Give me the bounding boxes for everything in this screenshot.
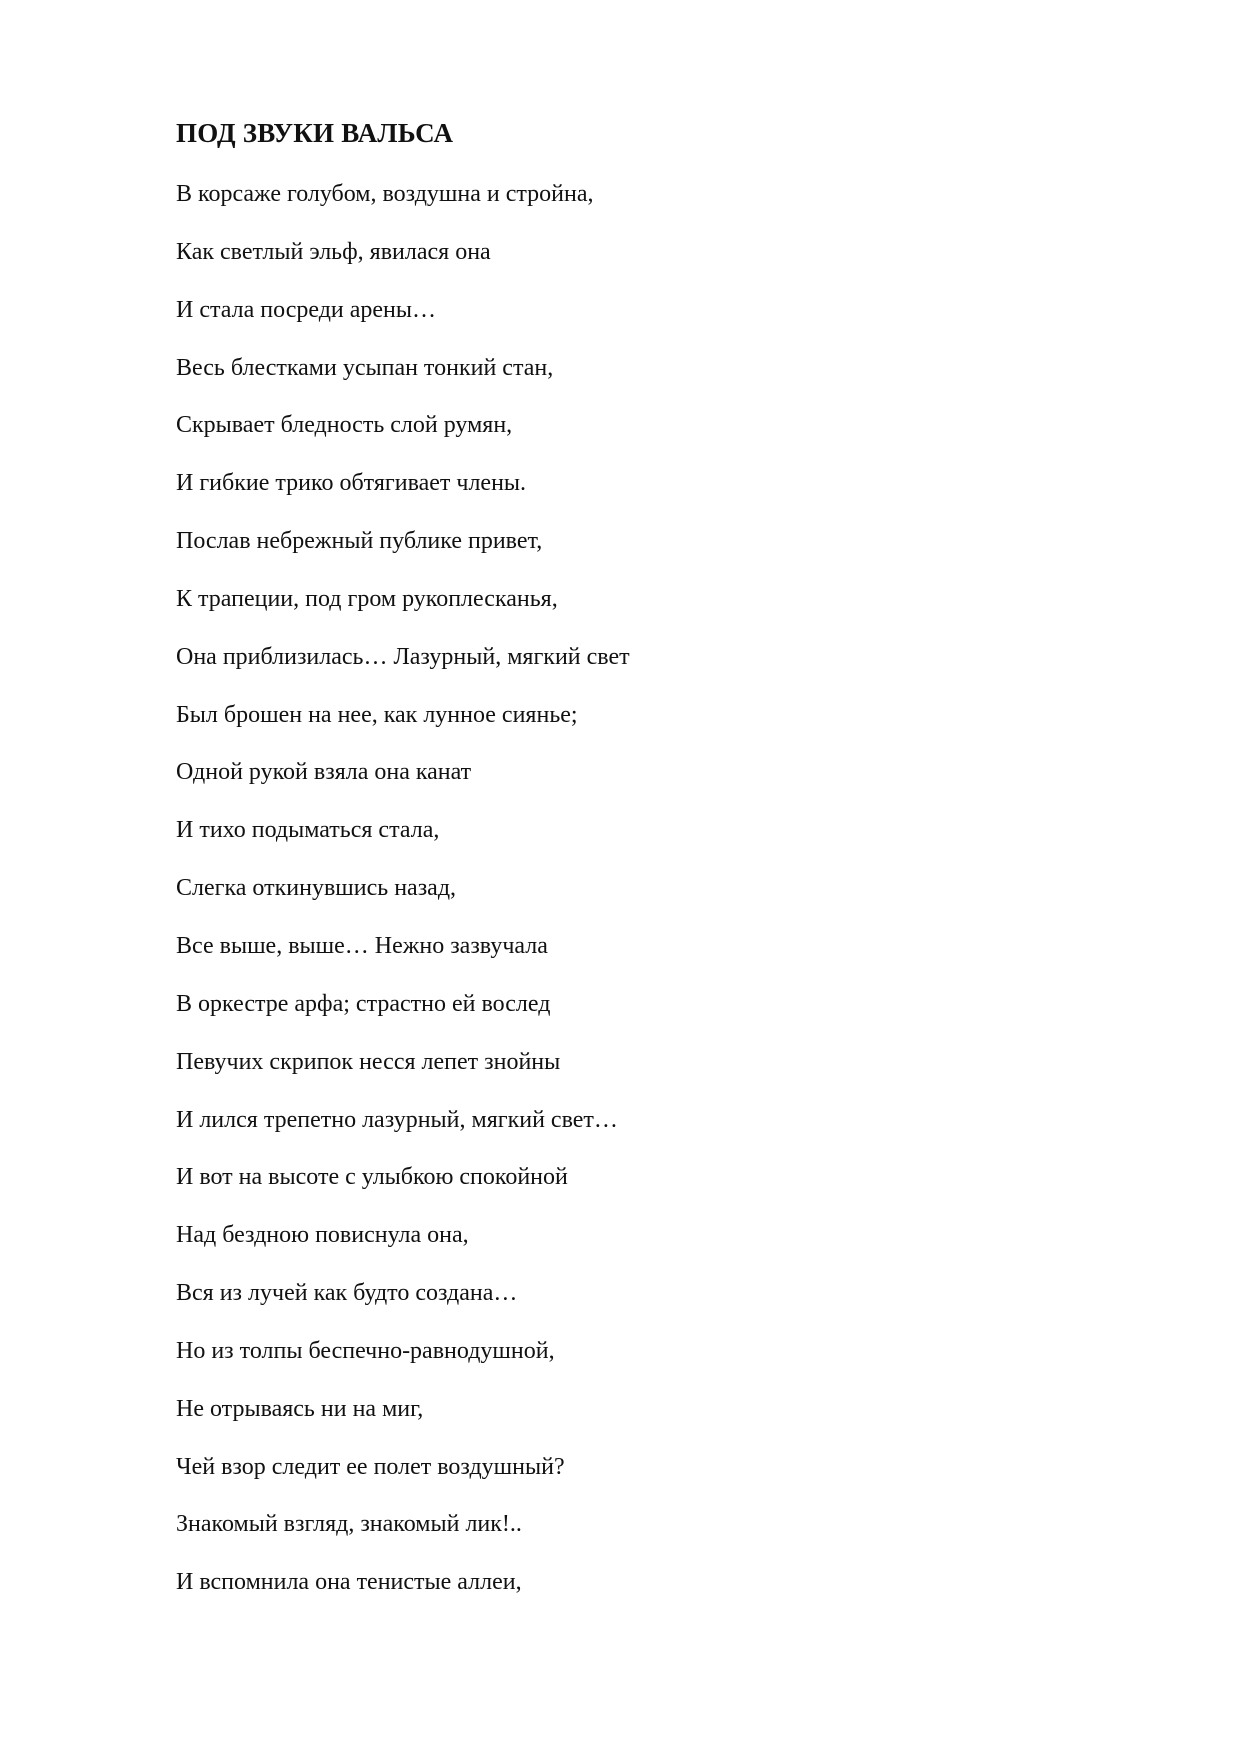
poem-title: ПОД ЗВУКИ ВАЛЬСА: [176, 118, 454, 148]
poem-line: Послав небрежный публике привет,: [176, 528, 543, 555]
poem-line: Все выше, выше… Нежно зазвучала: [176, 932, 548, 959]
poem-line: Был брошен на нее, как лунное сиянье;: [176, 701, 578, 728]
poem-line: Над бездною повиснула она,: [176, 1222, 469, 1249]
poem-line: И стала посреди арены…: [176, 296, 437, 323]
poem-line: В корсаже голубом, воздушна и стройна,: [176, 181, 594, 207]
poem-line: Не отрываясь ни на миг,: [176, 1395, 424, 1422]
poem-body: [176, 178, 630, 1624]
poem-line: Она приблизилась… Лазурный, мягкий свет: [176, 643, 630, 670]
poem-line: К трапеции, под гром рукоплесканья,: [176, 585, 558, 612]
poem-line: И вот на высоте с улыбкою спокойной: [176, 1164, 568, 1191]
poem-line: В оркестре арфа; страстно ей вослед: [176, 990, 551, 1017]
poem-line: Скрывает бледность слой румян,: [176, 412, 513, 439]
poem-line: И тихо подыматься стала,: [176, 817, 440, 844]
poem-line: И лился трепетно лазурный, мягкий свет…: [176, 1106, 618, 1133]
poem-line: Вся из лучей как будто создана…: [176, 1280, 518, 1307]
poem-line: Слегка откинувшись назад,: [176, 875, 457, 902]
poem-line: И вспомнила она тенистые аллеи,: [176, 1569, 522, 1596]
poem-line: Чей взор следит ее полет воздушный?: [176, 1453, 565, 1480]
poem-line: Одной рукой взяла она канат: [176, 759, 472, 786]
poem-line: И гибкие трико обтягивает члены.: [176, 470, 527, 497]
poem-line: Но из толпы беспечно-равнодушной,: [176, 1337, 555, 1364]
poem-line: Знакомый взгляд, знакомый лик!..: [176, 1511, 522, 1538]
poem-line: Весь блестками усыпан тонкий стан,: [176, 354, 554, 381]
poem-line: Певучих скрипок несся лепет знойны: [176, 1048, 561, 1075]
poem-line: Как светлый эльф, явилася она: [176, 238, 491, 265]
